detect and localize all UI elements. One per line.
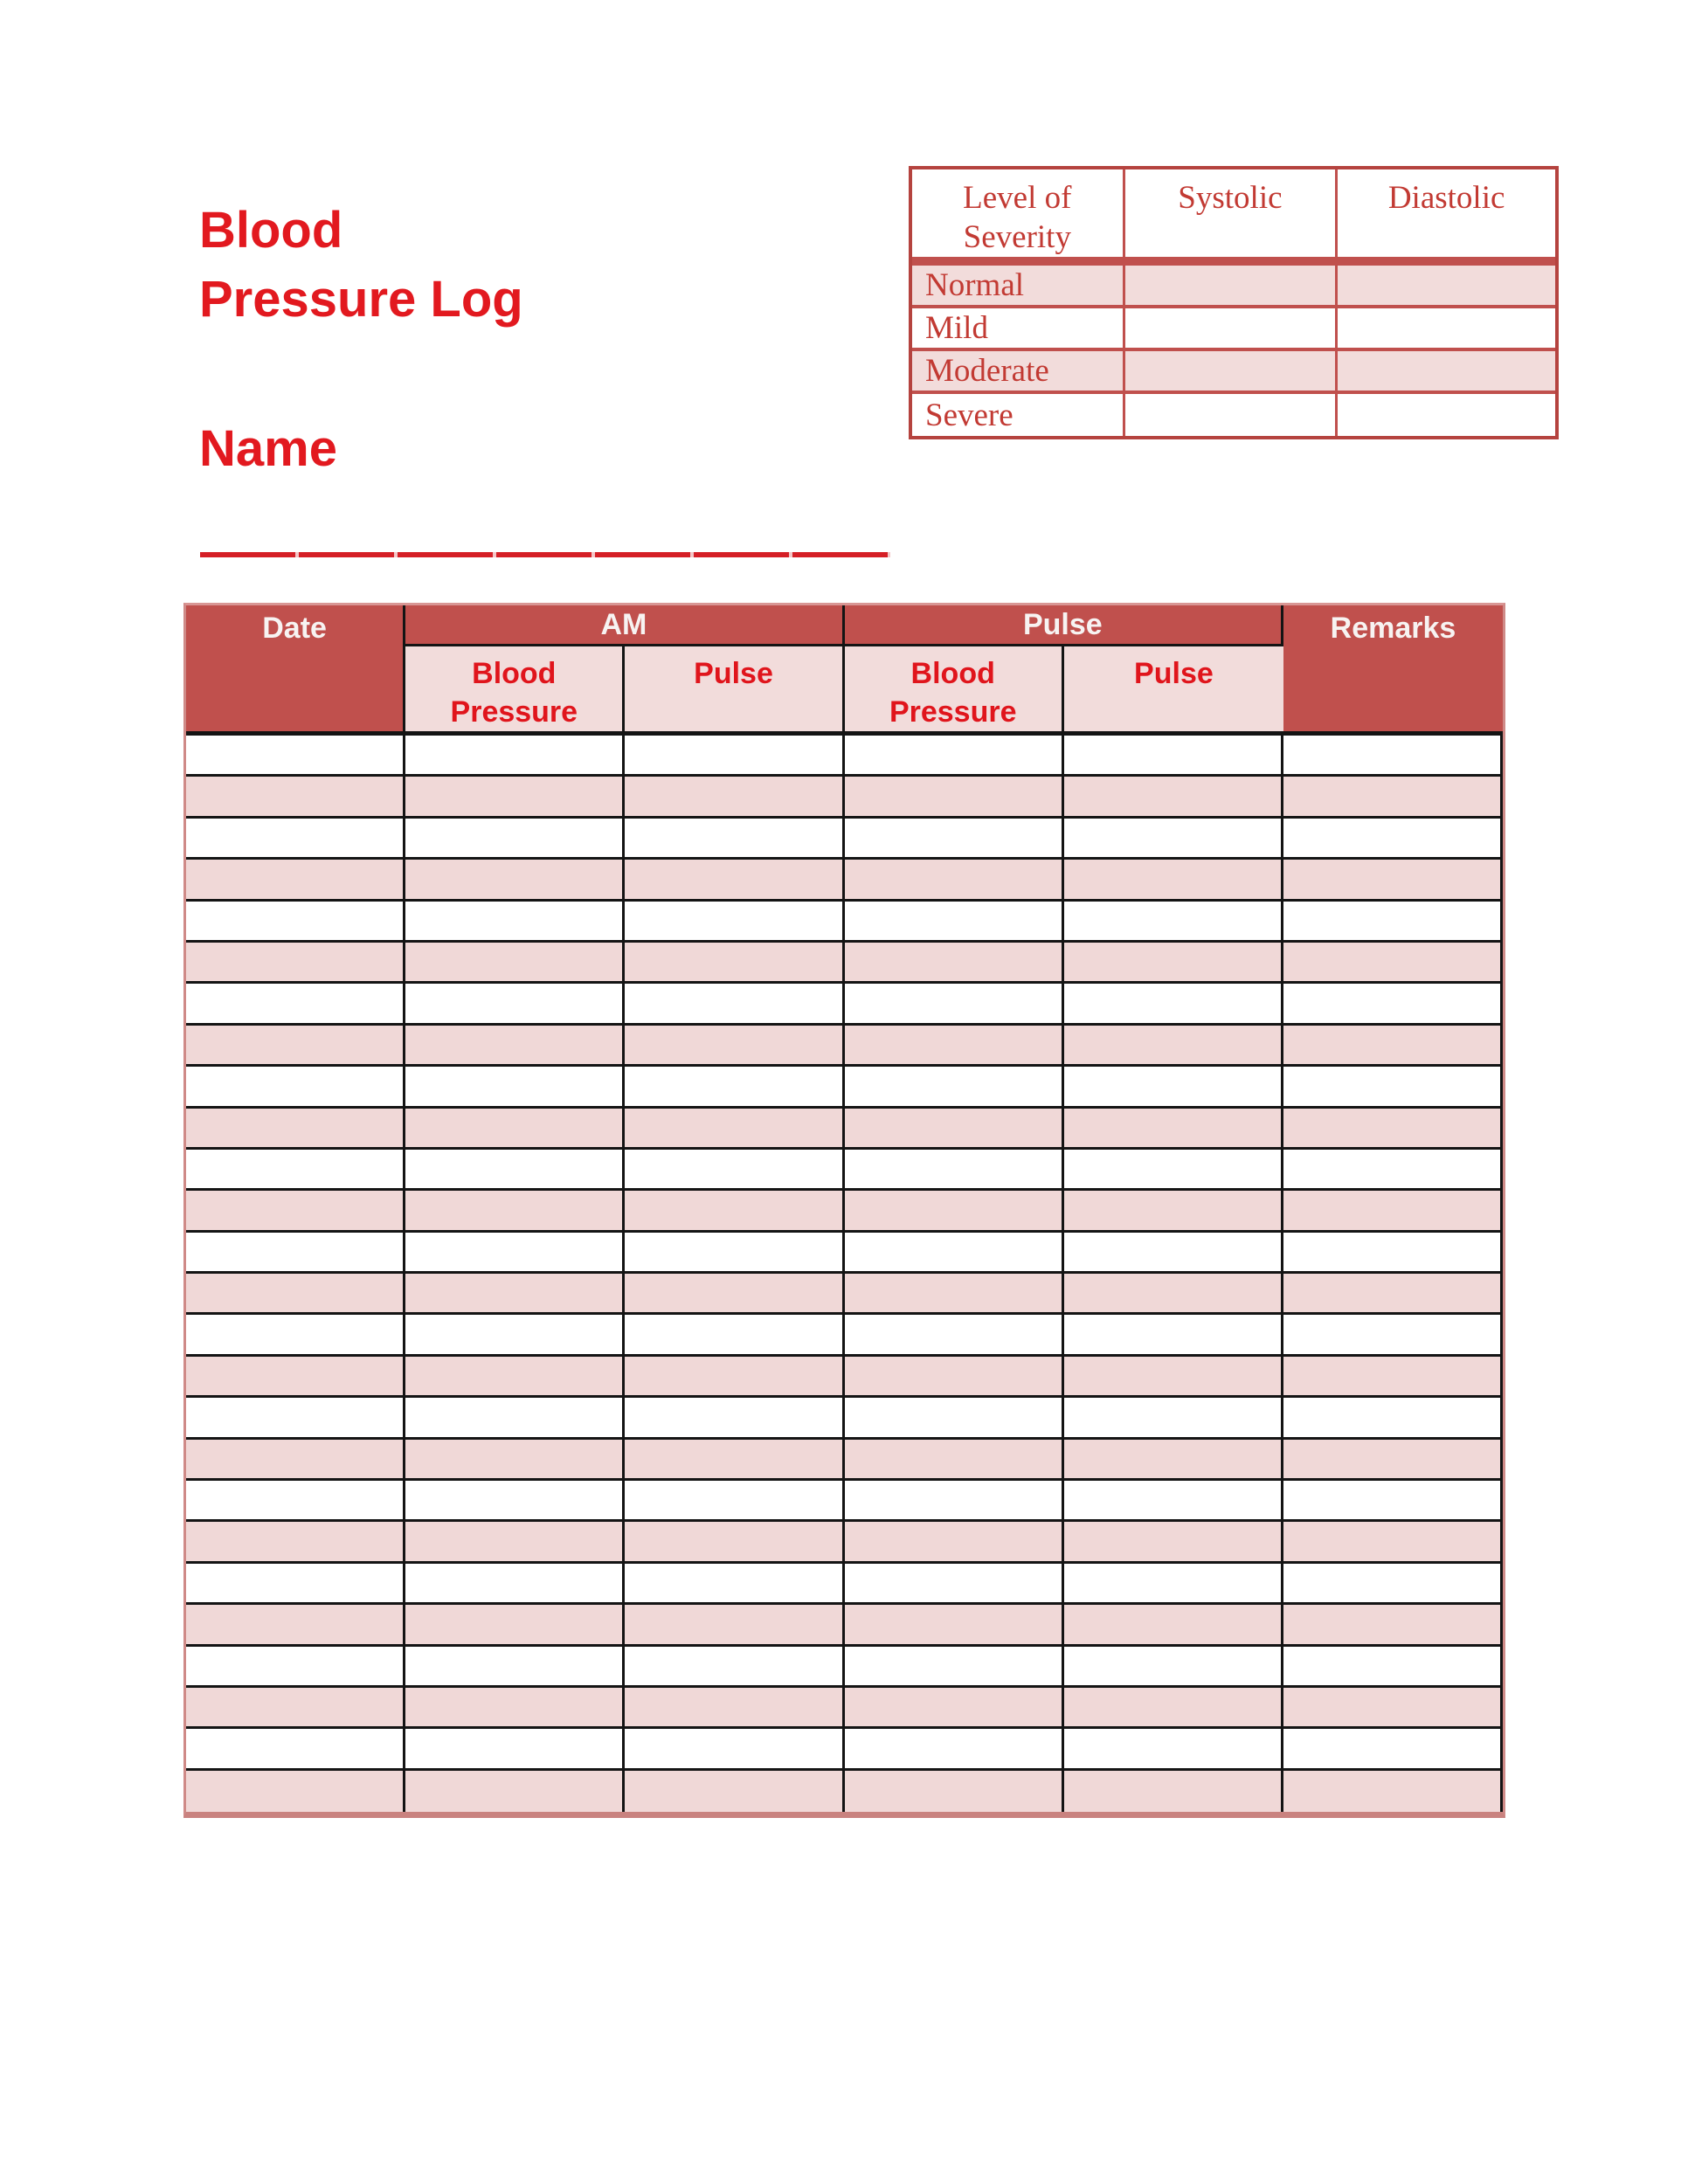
log-cell xyxy=(625,1026,844,1067)
log-cell xyxy=(186,902,405,943)
log-cell xyxy=(1064,1233,1283,1274)
log-cell xyxy=(1064,984,1283,1025)
log-cell xyxy=(845,860,1064,901)
log-row xyxy=(186,819,1503,860)
log-header-row xyxy=(186,605,1503,646)
log-cell xyxy=(625,1315,844,1356)
log-cell xyxy=(845,777,1064,818)
log-cell xyxy=(625,984,844,1025)
severity-diastolic-cell xyxy=(1338,351,1555,394)
log-cell xyxy=(1064,902,1283,943)
severity-row-moderate xyxy=(912,351,1555,394)
log-row xyxy=(186,1771,1503,1812)
log-cell xyxy=(845,1026,1064,1067)
log-row xyxy=(186,1357,1503,1398)
severity-label: Severe xyxy=(912,394,1125,436)
log-cell xyxy=(186,1357,405,1398)
col-group-pulse: Pulse xyxy=(845,605,1283,646)
log-cell xyxy=(1283,1357,1503,1398)
log-cell xyxy=(405,819,625,860)
log-cell xyxy=(625,1067,844,1108)
log-cell xyxy=(186,1771,405,1812)
log-cell xyxy=(405,1522,625,1563)
log-cell xyxy=(845,1688,1064,1729)
log-cell xyxy=(625,1357,844,1398)
log-cell xyxy=(1064,1109,1283,1150)
log-cell xyxy=(405,860,625,901)
severity-systolic-cell xyxy=(1125,266,1339,308)
log-cell xyxy=(625,1522,844,1563)
log-cell xyxy=(186,819,405,860)
log-cell xyxy=(1064,1150,1283,1191)
log-cell xyxy=(405,902,625,943)
log-cell xyxy=(186,1191,405,1232)
severity-systolic-cell xyxy=(1125,308,1339,351)
log-row xyxy=(186,902,1503,943)
log-cell xyxy=(1283,1150,1503,1191)
log-cell xyxy=(625,1233,844,1274)
log-cell xyxy=(1064,1067,1283,1108)
severity-col-header-level: Level of Severity xyxy=(912,169,1125,266)
log-cell xyxy=(1064,1398,1283,1439)
log-cell xyxy=(186,984,405,1025)
log-cell xyxy=(1064,1026,1283,1067)
log-cell xyxy=(845,1481,1064,1522)
log-row xyxy=(186,1564,1503,1605)
log-cell xyxy=(405,1771,625,1812)
log-cell xyxy=(845,819,1064,860)
bp-log-table xyxy=(183,603,1505,1818)
log-cell xyxy=(1064,1315,1283,1356)
log-cell xyxy=(845,1647,1064,1688)
log-row xyxy=(186,1315,1503,1356)
name-label: Name xyxy=(199,420,337,477)
log-row xyxy=(186,1398,1503,1439)
log-cell xyxy=(845,1522,1064,1563)
log-cell xyxy=(405,1067,625,1108)
col-header-pm-pulse: Pulse xyxy=(1064,646,1283,736)
log-cell xyxy=(405,1647,625,1688)
log-cell xyxy=(845,1067,1064,1108)
log-cell xyxy=(625,736,844,777)
log-cell xyxy=(405,1398,625,1439)
log-row xyxy=(186,1440,1503,1481)
log-cell xyxy=(1283,1191,1503,1232)
log-cell xyxy=(186,1605,405,1646)
page-title xyxy=(199,196,523,334)
log-cell xyxy=(1283,1274,1503,1315)
log-cell xyxy=(1064,1274,1283,1315)
severity-header-row xyxy=(912,169,1555,266)
log-cell xyxy=(625,1440,844,1481)
log-cell xyxy=(405,943,625,984)
log-cell xyxy=(1283,1481,1503,1522)
log-row xyxy=(186,1233,1503,1274)
log-cell xyxy=(625,1274,844,1315)
col-header-date: Date xyxy=(186,605,405,736)
log-cell xyxy=(845,1729,1064,1770)
log-cell xyxy=(625,1647,844,1688)
log-row xyxy=(186,1274,1503,1315)
log-row xyxy=(186,984,1503,1025)
log-cell xyxy=(1064,1191,1283,1232)
log-cell xyxy=(186,1398,405,1439)
log-cell xyxy=(186,1026,405,1067)
log-cell xyxy=(186,1522,405,1563)
log-cell xyxy=(845,1315,1064,1356)
severity-diastolic-cell xyxy=(1338,266,1555,308)
log-cell xyxy=(186,860,405,901)
log-cell xyxy=(186,1688,405,1729)
log-cell xyxy=(186,1729,405,1770)
log-cell xyxy=(1064,1647,1283,1688)
log-cell xyxy=(405,1274,625,1315)
log-row xyxy=(186,1067,1503,1108)
log-cell xyxy=(625,902,844,943)
log-cell xyxy=(1283,1729,1503,1770)
log-cell xyxy=(625,1564,844,1605)
log-cell xyxy=(625,777,844,818)
log-cell xyxy=(845,1109,1064,1150)
log-cell xyxy=(405,1481,625,1522)
log-cell xyxy=(625,1109,844,1150)
log-cell xyxy=(405,736,625,777)
log-cell xyxy=(1283,1067,1503,1108)
log-cell xyxy=(1064,819,1283,860)
log-cell xyxy=(1283,943,1503,984)
log-row xyxy=(186,736,1503,777)
log-cell xyxy=(1283,1109,1503,1150)
log-row xyxy=(186,1481,1503,1522)
log-cell xyxy=(405,1564,625,1605)
log-cell xyxy=(625,819,844,860)
log-cell xyxy=(1064,1564,1283,1605)
log-cell xyxy=(405,1026,625,1067)
log-cell xyxy=(186,1150,405,1191)
log-cell xyxy=(1283,1026,1503,1067)
log-cell xyxy=(405,1233,625,1274)
log-cell xyxy=(1283,1233,1503,1274)
log-cell xyxy=(1283,819,1503,860)
log-cell xyxy=(845,1150,1064,1191)
log-cell xyxy=(1283,1398,1503,1439)
log-row xyxy=(186,943,1503,984)
log-cell xyxy=(186,1440,405,1481)
log-cell xyxy=(845,1605,1064,1646)
log-cell xyxy=(1283,902,1503,943)
severity-label: Mild xyxy=(912,308,1125,351)
log-cell xyxy=(405,1357,625,1398)
log-cell xyxy=(1064,860,1283,901)
page-title-line-2: Pressure Log xyxy=(199,271,523,328)
log-row xyxy=(186,1150,1503,1191)
log-cell xyxy=(625,1771,844,1812)
log-cell xyxy=(186,1481,405,1522)
log-row xyxy=(186,1729,1503,1770)
severity-diastolic-cell xyxy=(1338,394,1555,436)
log-cell xyxy=(1283,777,1503,818)
severity-row-normal xyxy=(912,266,1555,308)
log-cell xyxy=(845,1274,1064,1315)
log-cell xyxy=(405,1150,625,1191)
log-cell xyxy=(405,1109,625,1150)
log-row xyxy=(186,1191,1503,1232)
log-cell xyxy=(1283,1315,1503,1356)
log-cell xyxy=(405,1729,625,1770)
severity-label: Moderate xyxy=(912,351,1125,394)
log-cell xyxy=(1064,1729,1283,1770)
col-header-remarks: Remarks xyxy=(1283,605,1503,736)
log-cell xyxy=(625,860,844,901)
log-row xyxy=(186,777,1503,818)
log-cell xyxy=(845,736,1064,777)
log-row xyxy=(186,1605,1503,1646)
col-group-am: AM xyxy=(405,605,844,646)
log-cell xyxy=(186,736,405,777)
log-cell xyxy=(1064,1522,1283,1563)
log-row xyxy=(186,1688,1503,1729)
log-cell xyxy=(845,1233,1064,1274)
log-cell xyxy=(1064,1688,1283,1729)
log-cell xyxy=(1283,1605,1503,1646)
log-cell xyxy=(186,1564,405,1605)
log-cell xyxy=(186,1315,405,1356)
log-cell xyxy=(1064,943,1283,984)
log-cell xyxy=(625,1150,844,1191)
col-header-pm-blood-pressure: Blood Pressure xyxy=(845,646,1064,736)
log-cell xyxy=(845,1771,1064,1812)
log-cell xyxy=(186,777,405,818)
log-cell xyxy=(1064,1357,1283,1398)
log-cell xyxy=(1064,1605,1283,1646)
log-cell xyxy=(186,1647,405,1688)
log-cell xyxy=(845,1357,1064,1398)
severity-row-severe xyxy=(912,394,1555,436)
log-cell xyxy=(845,1440,1064,1481)
log-cell xyxy=(625,1605,844,1646)
log-cell xyxy=(186,1067,405,1108)
log-cell xyxy=(186,1109,405,1150)
log-cell xyxy=(845,1398,1064,1439)
severity-systolic-cell xyxy=(1125,394,1339,436)
log-row xyxy=(186,1109,1503,1150)
log-cell xyxy=(845,1191,1064,1232)
log-cell xyxy=(1283,1647,1503,1688)
log-cell xyxy=(405,777,625,818)
log-cell xyxy=(1064,736,1283,777)
log-cell xyxy=(1064,1440,1283,1481)
log-row xyxy=(186,1647,1503,1688)
log-cell xyxy=(405,984,625,1025)
log-cell xyxy=(1283,984,1503,1025)
log-cell xyxy=(845,1564,1064,1605)
log-cell xyxy=(1283,1440,1503,1481)
log-cell xyxy=(1283,1688,1503,1729)
severity-col-header-systolic: Systolic xyxy=(1125,169,1339,266)
log-row xyxy=(186,1026,1503,1067)
log-row xyxy=(186,860,1503,901)
severity-systolic-cell xyxy=(1125,351,1339,394)
log-cell xyxy=(625,1191,844,1232)
col-header-am-blood-pressure: Blood Pressure xyxy=(405,646,625,736)
log-cell xyxy=(1064,1481,1283,1522)
log-cell xyxy=(845,984,1064,1025)
log-cell xyxy=(1283,860,1503,901)
log-cell xyxy=(625,1729,844,1770)
log-cell xyxy=(625,1481,844,1522)
log-cell xyxy=(625,1688,844,1729)
log-cell xyxy=(1064,1771,1283,1812)
log-row xyxy=(186,1522,1503,1563)
log-cell xyxy=(186,1233,405,1274)
log-cell xyxy=(625,943,844,984)
severity-diastolic-cell xyxy=(1338,308,1555,351)
log-cell xyxy=(1283,736,1503,777)
log-cell xyxy=(405,1440,625,1481)
severity-label: Normal xyxy=(912,266,1125,308)
log-cell xyxy=(186,1274,405,1315)
page-title-line-1: Blood xyxy=(199,202,343,259)
log-cell xyxy=(845,902,1064,943)
log-cell xyxy=(1283,1771,1503,1812)
name-fill-in-line xyxy=(200,552,890,557)
severity-reference-table xyxy=(909,166,1559,439)
log-cell xyxy=(405,1605,625,1646)
log-cell xyxy=(1283,1522,1503,1563)
severity-col-header-diastolic: Diastolic xyxy=(1338,169,1555,266)
log-cell xyxy=(405,1688,625,1729)
log-cell xyxy=(186,943,405,984)
log-cell xyxy=(1064,777,1283,818)
severity-row-mild xyxy=(912,308,1555,351)
log-cell xyxy=(1283,1564,1503,1605)
log-cell xyxy=(625,1398,844,1439)
log-cell xyxy=(845,943,1064,984)
log-cell xyxy=(405,1315,625,1356)
log-cell xyxy=(405,1191,625,1232)
col-header-am-pulse: Pulse xyxy=(625,646,844,736)
